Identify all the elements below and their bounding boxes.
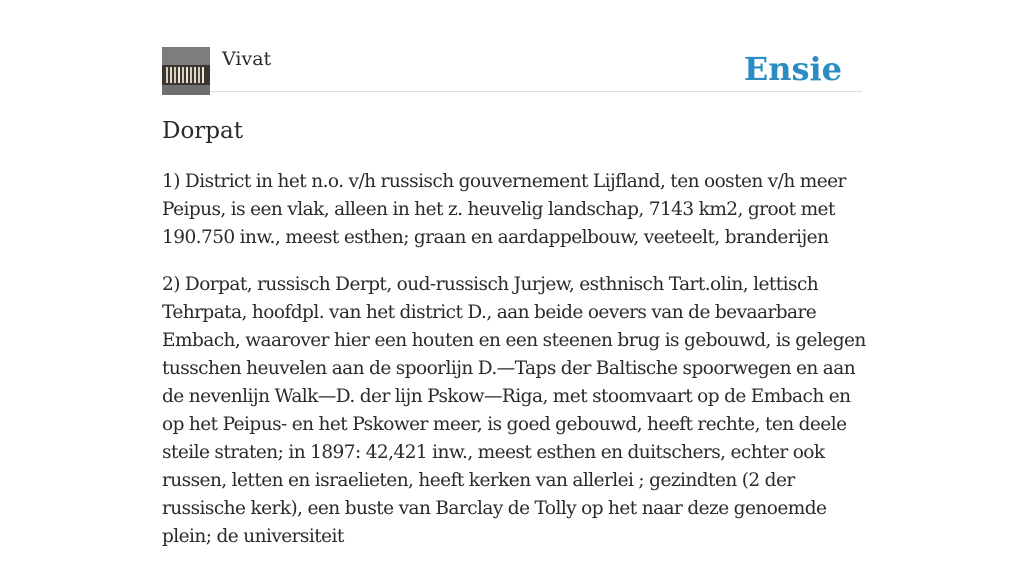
entry-title: Dorpat xyxy=(162,118,243,144)
entry-paragraph: 1) District in het n.o. v/h russisch gouvernement Lijfland, ten oosten v/h meer Peipus, is een vlak, alleen in het z. heuvelig landschap, 7143 km2, groot met 190.750 inw., meest esthen; graan en aardappelbouw, veeteelt, branderijen xyxy=(162,171,846,248)
author-avatar[interactable] xyxy=(162,47,210,95)
entry-paragraph: 2) Dorpat, russisch Derpt, oud-russisch Jurjew, esthnisch Tart.olin, lettisch Tehrpata, hoofdpl. van het district D., aan beide oevers van de bevaarbare Embach, waarover hier een houten en een steenen brug is gebouwd, is gelegen tusschen heuvelen aan de spoorlijn D.—Taps der Baltische spoorwegen en aan de nevenlijn Walk—D. der lijn Pskow—Riga, met stoomvaart op de Embach en op het Peipus- en het Pskower meer, is goed gebouwd, heeft rechte, ten deele steile straten; in 1897: 42,421 inw., meest esthen en duitschers, echter ook russen, letten en israelieten, heeft kerken van allerlei ; gezindten (2 der russische kerk), een buste van Barclay de Tolly op het naar deze genoemde plein; de universiteit xyxy=(162,274,866,547)
site-header xyxy=(162,47,862,92)
brand-logo[interactable]: Ensie xyxy=(743,50,842,88)
author-link[interactable]: Vivat xyxy=(222,48,272,70)
entry-content xyxy=(162,168,866,570)
library-photo-icon xyxy=(162,47,210,95)
